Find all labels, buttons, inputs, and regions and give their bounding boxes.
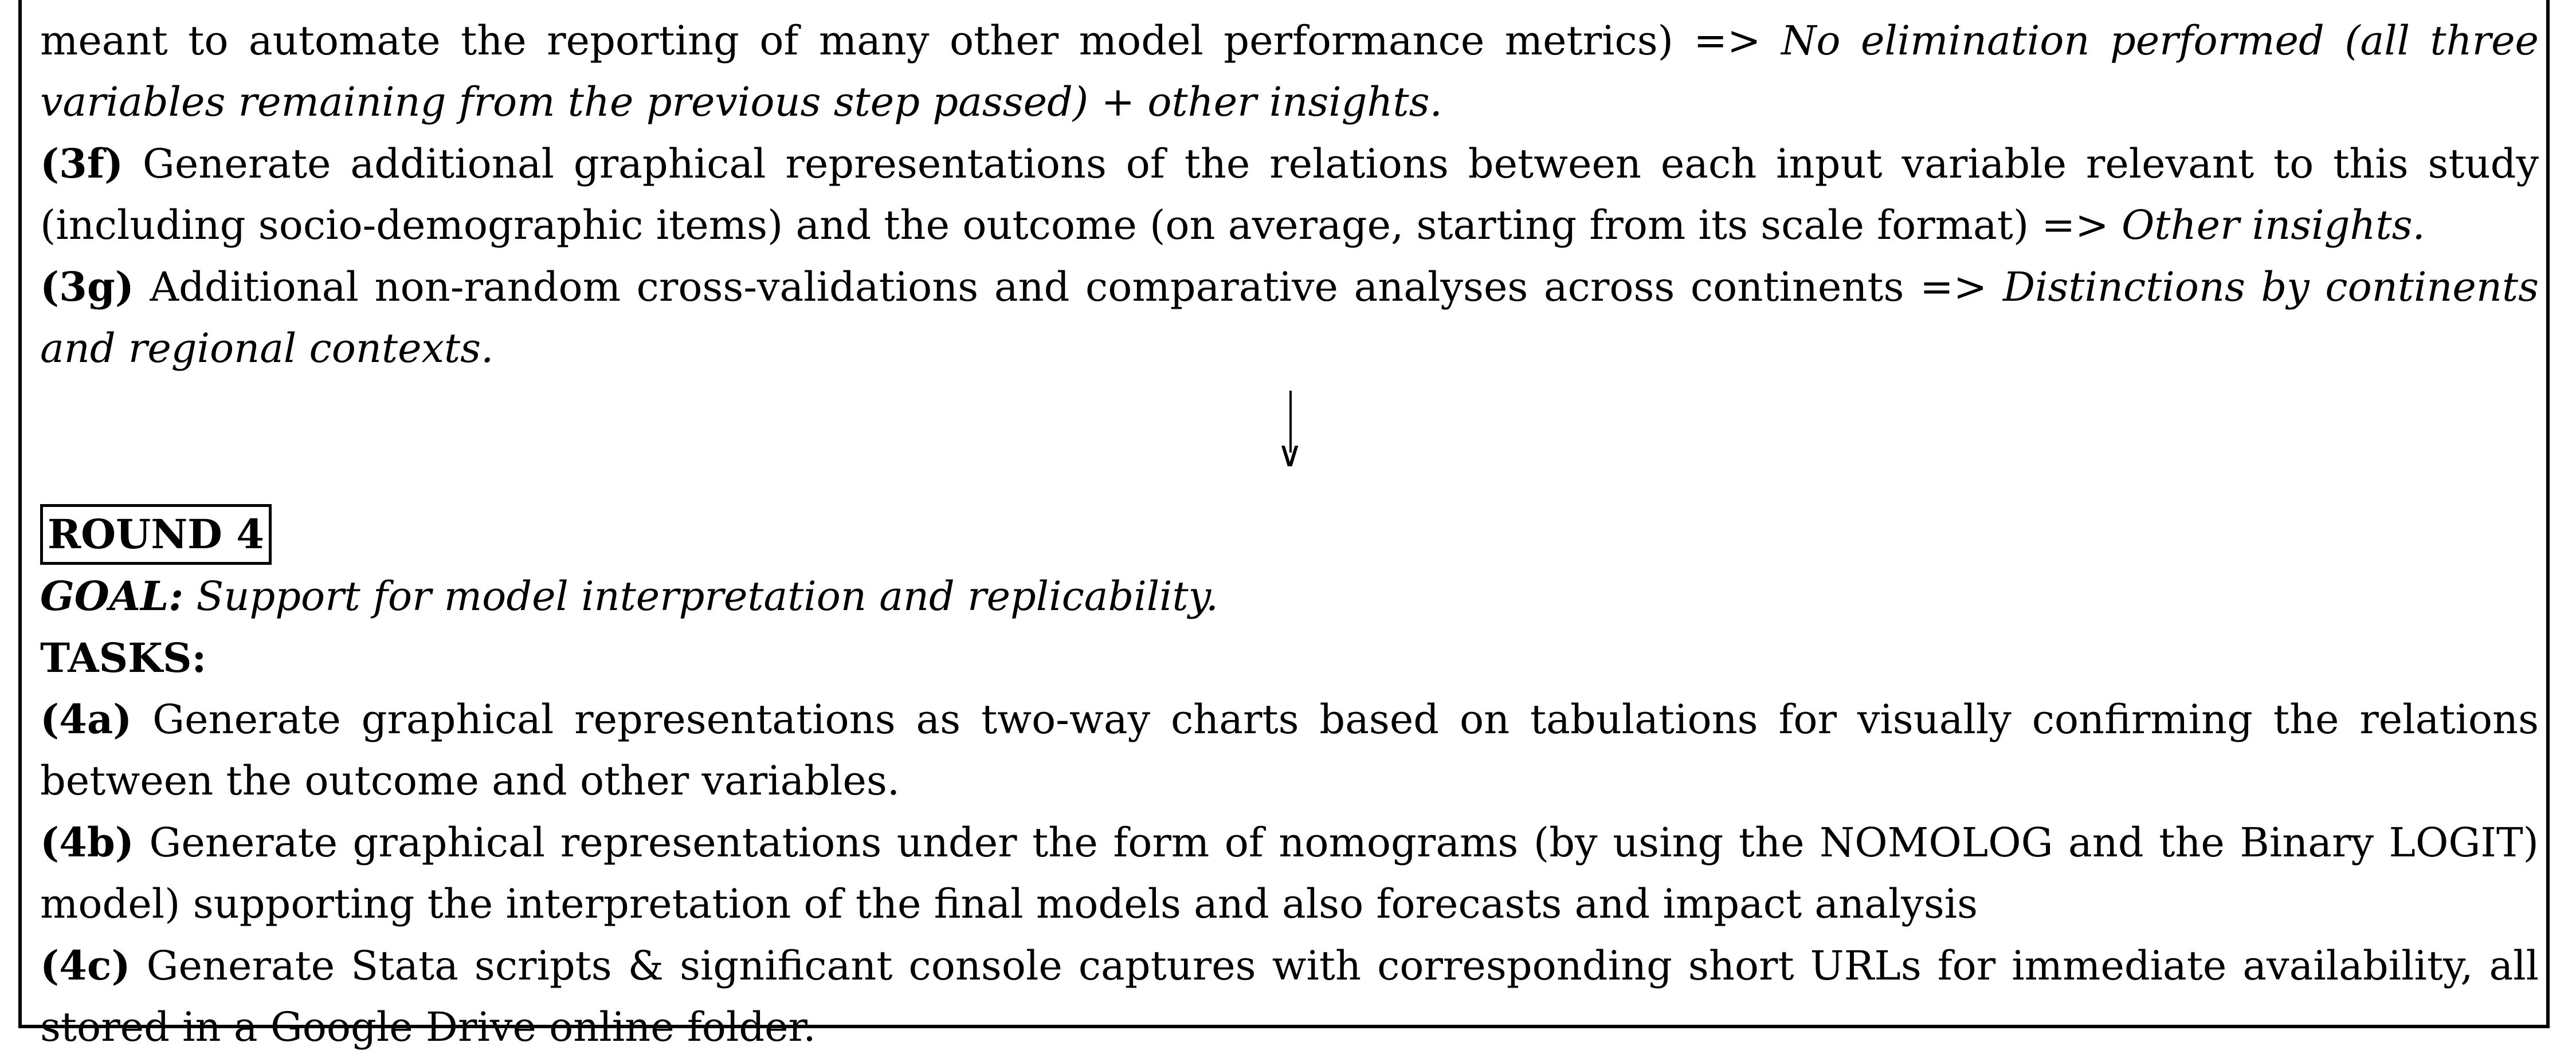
step-3g-text: Additional non-random cross-validations and comparative analyses across continents => <box>134 263 2003 310</box>
task-4a-paragraph <box>40 689 2539 812</box>
round-4-goal <box>40 565 2539 627</box>
round-4-title: ROUND 4 <box>40 504 272 565</box>
step-3g-tag: (3g) <box>40 263 134 310</box>
tasks-label: TASKS: <box>40 634 207 682</box>
task-4a-tag: (4a) <box>40 695 132 743</box>
continuation-paragraph <box>40 10 2539 133</box>
arrow-head-icon: ∨ <box>1277 433 1303 475</box>
task-4c-paragraph <box>40 935 2539 1058</box>
continuation-text: meant to automate the reporting of many other model performance metrics) => <box>40 17 1782 64</box>
step-3f-result: Other insights. <box>2122 202 2425 249</box>
task-4a-text: Generate graphical representations as two-way charts based on tabulations for visually confirming the relations between the outcome and other variables. <box>40 696 2539 804</box>
step-3f-tag: (3f) <box>40 140 124 187</box>
task-4b-text: Generate graphical representations under the form of nomograms (by using the NOMOLOG and the Binary LOGIT) model) supporting the interpretation of the final models and also forecasts and impact analysis <box>40 819 2539 927</box>
step-3g-result: Distinctions by continents and regional contexts. <box>40 263 2539 372</box>
task-4c-text: Generate Stata scripts & significant console captures with corresponding short URLs for immediate availability, all stored in a Google Drive online folder. <box>40 942 2539 1051</box>
task-4b-tag: (4b) <box>40 819 134 866</box>
step-3f-paragraph <box>40 133 2539 256</box>
task-4b-paragraph <box>40 812 2539 935</box>
step-3g-paragraph <box>40 256 2539 379</box>
continuation-result: No elimination performed (all three variables remaining from the previous step passed) + other insights. <box>40 17 2539 125</box>
task-4c-tag: (4c) <box>40 942 131 989</box>
goal-text: Support for model interpretation and replicability. <box>183 573 1219 620</box>
goal-label: GOAL: <box>40 572 184 620</box>
step-3f-text: Generate additional graphical representations of the relations between each input variable relevant to this study (including socio-demographic items) and the outcome (on average, starting from its scale format) => <box>40 140 2539 249</box>
round-4-section <box>40 502 2539 1058</box>
down-arrow-connector <box>40 379 2539 502</box>
document-page <box>40 10 2539 1058</box>
